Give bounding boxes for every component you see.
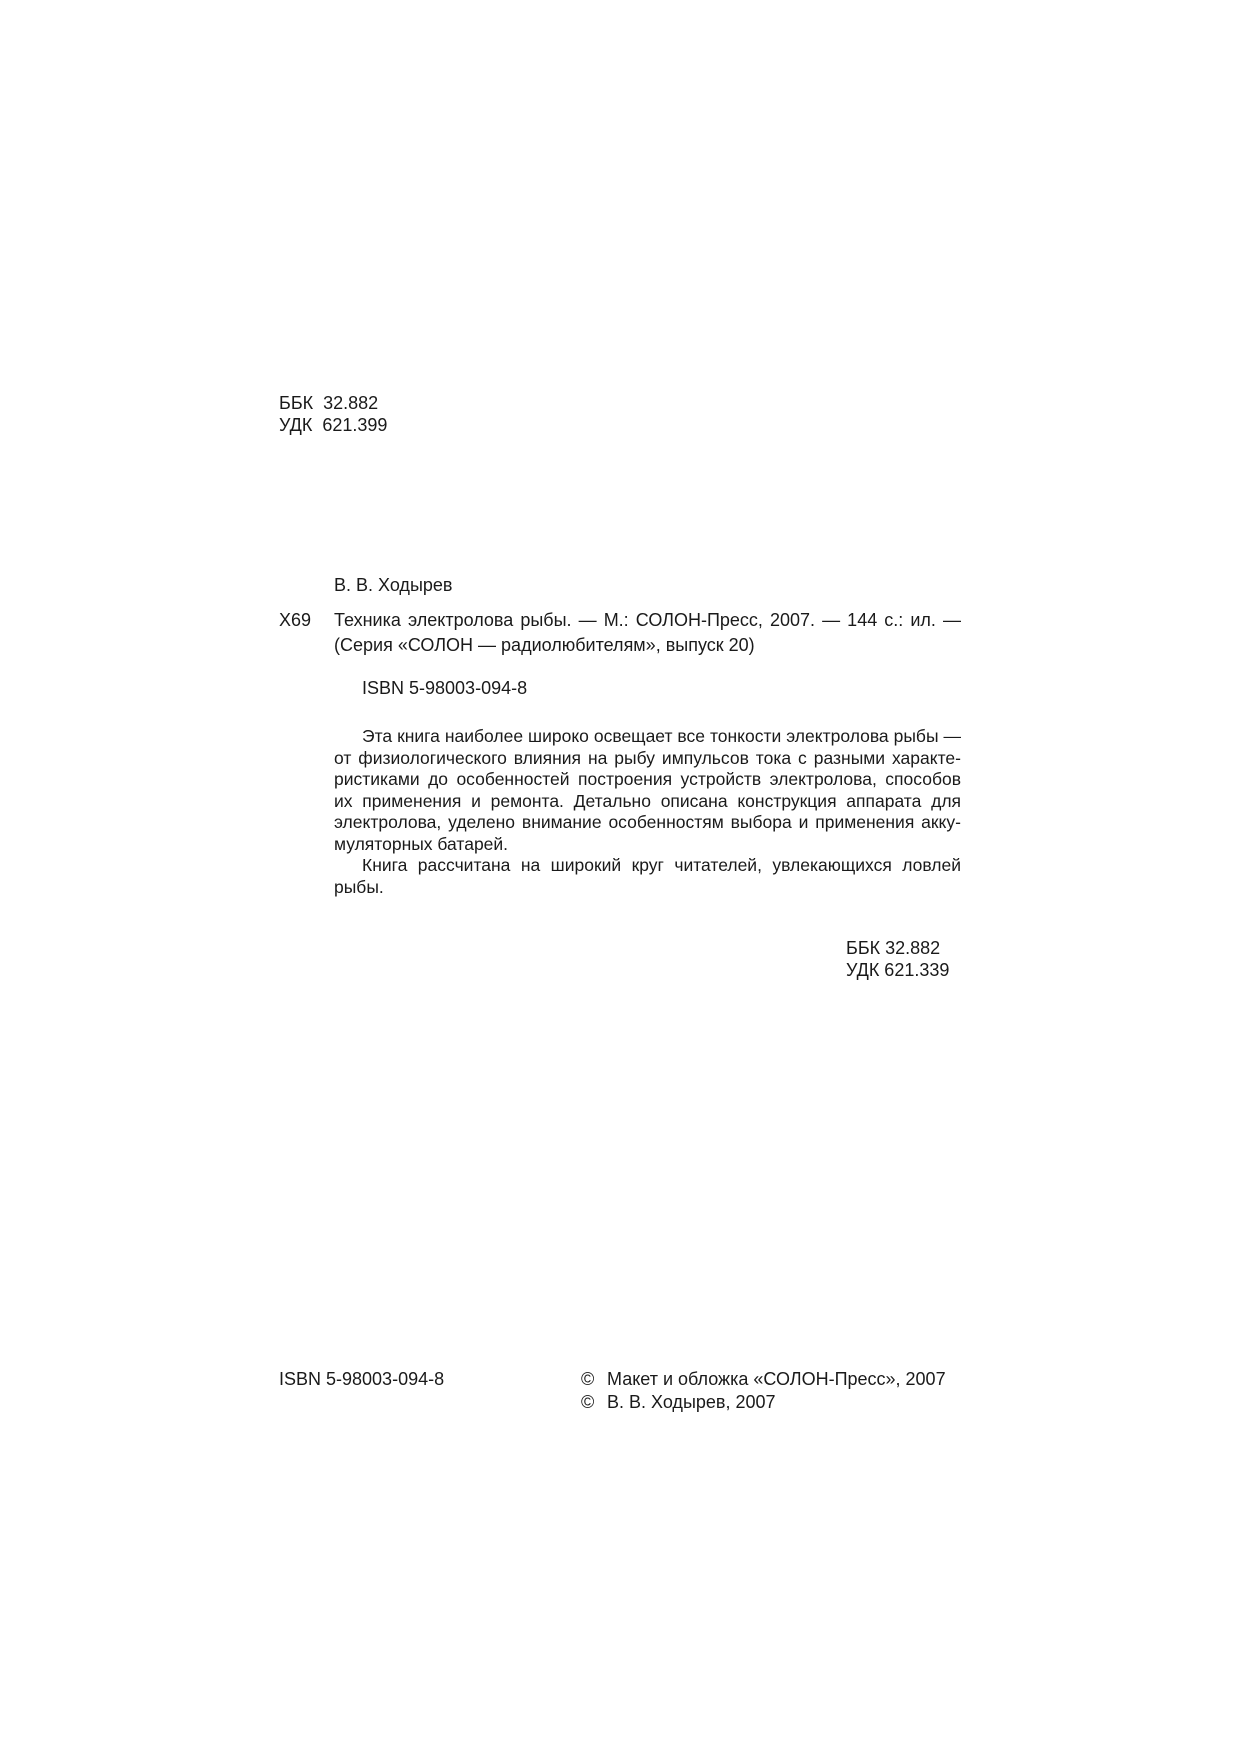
copyright-line-1	[581, 1368, 946, 1391]
isbn-footer: ISBN 5-98003-094-8	[279, 1369, 445, 1389]
udk-code-bottom: УДК 621.339	[846, 960, 950, 980]
udk-code-top	[279, 414, 387, 436]
author-mark: Х69	[279, 610, 312, 630]
copyright-sign: ©	[581, 1392, 595, 1412]
annotation-paragraph-2: Книга рассчитана на широкий круг читателей, увлекающихся ловлей рыбы.	[334, 855, 961, 897]
copyright-text-1: Макет и обложка «СОЛОН-Пресс», 2007	[607, 1369, 946, 1389]
bbk-label: ББК	[279, 393, 314, 413]
udk-label: УДК	[279, 415, 313, 435]
bbk-value: 32.882	[323, 393, 379, 413]
annotation	[334, 726, 961, 898]
annotation-paragraph-1: Эта книга наиболее широко освещает все тонкости электролова рыбы — от физиологического влияния на рыбу импульсов тока с разными характеристиками до особенностей построения устройств электролова, способов их применения и ремонта. Детально описана конструкция аппарата для электролова, уделено внимание особенностям выбора и применения аккумуляторных батарей.	[334, 726, 961, 854]
bbk-code-top	[279, 392, 378, 414]
author-name: В. В. Ходырев	[334, 575, 453, 595]
copyright-sign: ©	[581, 1369, 595, 1389]
udk-value: 621.399	[322, 415, 388, 435]
copyright-text-2: В. В. Ходырев, 2007	[607, 1392, 776, 1412]
bbk-code-bottom: ББК 32.882	[846, 938, 941, 958]
copyright-line-2	[581, 1391, 946, 1414]
isbn-main: ISBN 5-98003-094-8	[362, 678, 528, 698]
copyright-block	[581, 1368, 946, 1414]
bibliographic-entry: Техника электролова рыбы. — М.: СОЛОН-Пресс, 2007. — 144 с.: ил. — (Серия «СОЛОН — радиолюбителям», выпуск 20)	[334, 610, 961, 655]
